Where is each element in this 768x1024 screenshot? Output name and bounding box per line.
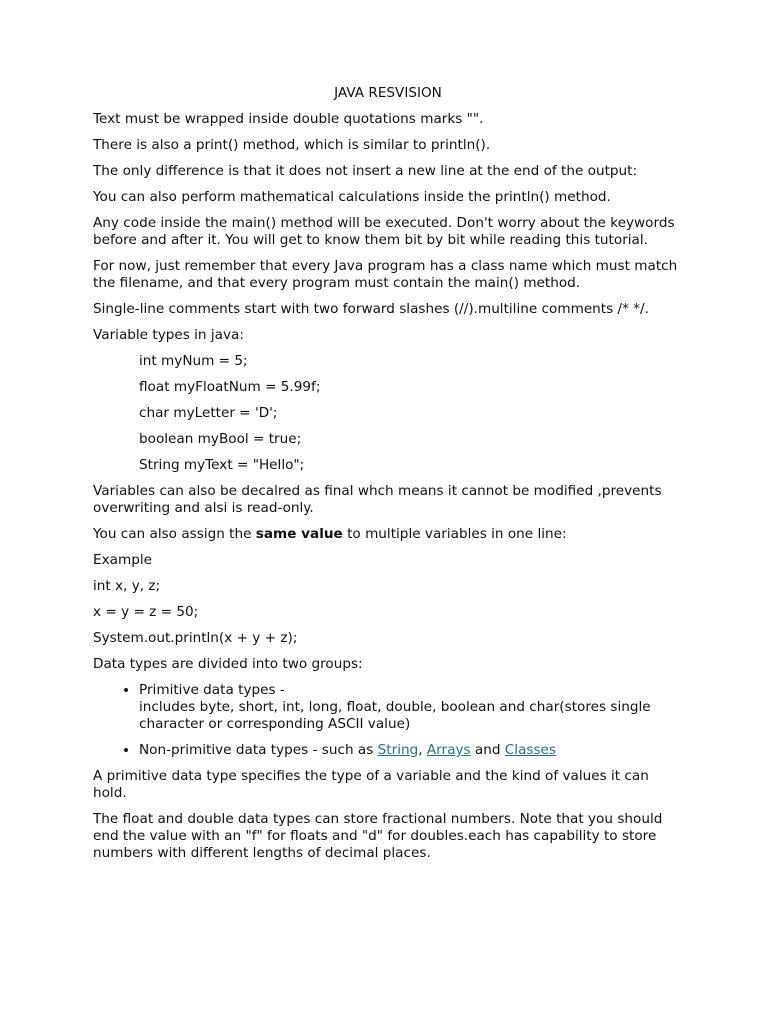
paragraph: Variables can also be decalred as final whch means it cannot be modified ,prevents overwriting and alsi is read-only.: [93, 483, 662, 516]
paragraph: Text must be wrapped inside double quotations marks "".: [93, 111, 484, 127]
paragraph: A primitive data type specifies the type of a variable and the kind of values it can hold.: [93, 768, 649, 801]
example-line: x = y = z = 50;: [93, 604, 199, 620]
text-run: and: [470, 742, 505, 758]
paragraph: There is also a print() method, which is similar to println().: [93, 137, 491, 153]
text-run: ,: [418, 742, 427, 758]
link-arrays[interactable]: Arrays: [426, 742, 471, 758]
link-string[interactable]: String: [377, 742, 419, 758]
document-body: [93, 85, 683, 871]
example-line: Data types are divided into two groups:: [93, 656, 363, 672]
bold-text: same value: [255, 526, 343, 542]
text-run: You can also assign the: [93, 526, 256, 542]
paragraph: You can also perform mathematical calculations inside the println() method.: [93, 189, 611, 205]
code-example-line: String myText = "Hello";: [139, 457, 305, 473]
paragraph: [93, 526, 683, 543]
code-example-line: boolean myBool = true;: [139, 431, 302, 447]
list-item-desc: includes byte, short, int, long, float, double, boolean and char(stores single character or corresponding ASCII value): [139, 699, 651, 732]
link-classes[interactable]: Classes: [504, 742, 557, 758]
text-run: to multiple variables in one line:: [342, 526, 567, 542]
code-example-line: char myLetter = 'D';: [139, 405, 278, 421]
code-example-line: int myNum = 5;: [139, 353, 248, 369]
paragraph: The float and double data types can store fractional numbers. Note that you should end the value with an "f" for floats and "d" for doubles.each has capability to store numbers with different lengths of decimal places.: [93, 811, 663, 861]
paragraph: Any code inside the main() method will be executed. Don't worry about the keywords before and after it. You will get to know them bit by bit while reading this tutorial.: [93, 215, 675, 248]
paragraph: Single-line comments start with two forward slashes (//).multiline comments /* */.: [93, 301, 649, 317]
example-line: Example: [93, 552, 152, 568]
code-example-line: float myFloatNum = 5.99f;: [139, 379, 321, 395]
text-run: Non-primitive data types - such as: [139, 742, 378, 758]
data-types-list: [93, 682, 683, 759]
list-item: [139, 742, 683, 759]
example-line: System.out.println(x + y + z);: [93, 630, 298, 646]
paragraph: For now, just remember that every Java program has a class name which must match the filename, and that every program must contain the main() method.: [93, 258, 678, 291]
paragraph: The only difference is that it does not insert a new line at the end of the output:: [93, 163, 638, 179]
list-item-title: Primitive data types -: [139, 682, 285, 698]
document-title: JAVA RESVISION: [334, 85, 442, 101]
example-line: int x, y, z;: [93, 578, 161, 594]
list-item: [139, 682, 683, 733]
paragraph: Variable types in java:: [93, 327, 244, 343]
